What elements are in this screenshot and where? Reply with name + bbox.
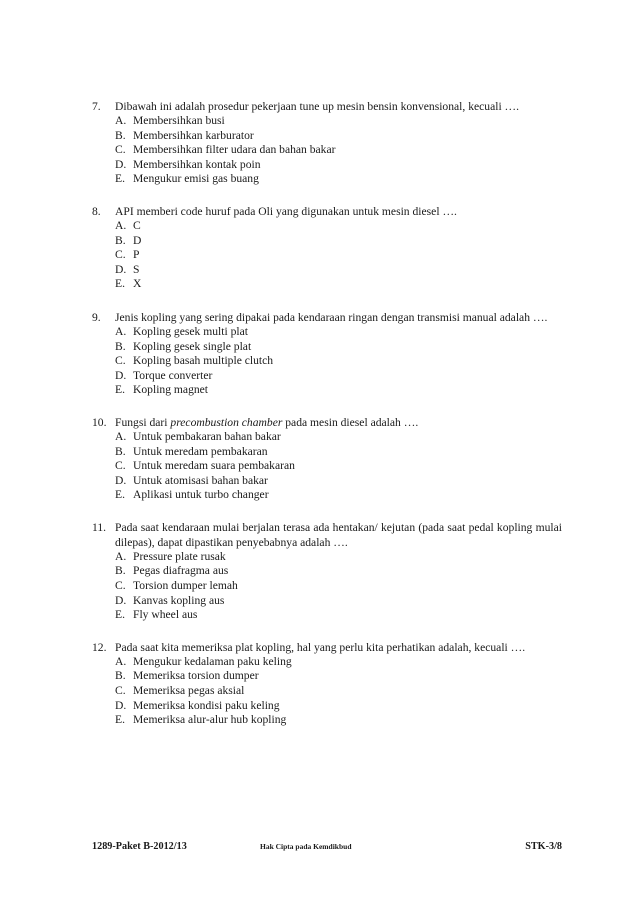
question-text: Dibawah ini adalah prosedur pekerjaan tune up mesin bensin konvensional, kecuali …. — [115, 100, 520, 113]
question-8 — [92, 204, 562, 292]
option-text: Torque converter — [133, 368, 213, 382]
option-text: Untuk meredam suara pembakaran — [133, 459, 295, 473]
option-list — [92, 219, 562, 292]
option-letter: E. — [115, 277, 125, 291]
question-number: 10. — [92, 415, 107, 429]
option-letter: E. — [115, 713, 125, 727]
option-letter: D. — [115, 368, 127, 382]
option-b — [92, 669, 562, 684]
option-b — [92, 129, 562, 144]
option-letter: E. — [115, 488, 125, 502]
option-c — [92, 579, 562, 594]
option-text: Membersihkan karburator — [133, 128, 254, 142]
question-number: 11. — [92, 520, 107, 534]
option-d — [92, 594, 562, 609]
option-text: Torsion dumper lemah — [133, 579, 238, 593]
option-letter: C. — [115, 579, 126, 593]
option-letter: B. — [115, 669, 126, 683]
option-text: Fly wheel aus — [133, 608, 198, 622]
option-text: Memeriksa torsion dumper — [133, 669, 259, 683]
question-stem — [92, 520, 562, 550]
option-text: Membersihkan kontak poin — [133, 157, 261, 171]
option-c — [92, 354, 562, 369]
option-letter: C. — [115, 143, 126, 157]
option-c — [92, 684, 562, 699]
option-letter: B. — [115, 564, 126, 578]
option-text: Kopling gesek multi plat — [133, 324, 248, 338]
question-11 — [92, 520, 562, 623]
option-c — [92, 459, 562, 474]
option-text: Kopling magnet — [133, 383, 209, 397]
option-b — [92, 234, 562, 249]
option-b — [92, 340, 562, 355]
option-letter: C. — [115, 248, 126, 262]
option-text: Membersihkan filter udara dan bahan bakar — [133, 143, 336, 157]
question-10 — [92, 415, 562, 503]
question-stem — [92, 415, 562, 430]
option-text: Pegas diafragma aus — [133, 564, 229, 578]
option-e — [92, 383, 562, 398]
option-text: S — [133, 262, 140, 276]
option-letter: E. — [115, 383, 125, 397]
page-footer — [92, 841, 562, 855]
option-text: X — [133, 277, 142, 291]
option-a — [92, 430, 562, 445]
question-stem — [92, 99, 562, 114]
option-letter: A. — [115, 218, 127, 232]
option-text: Kopling basah multiple clutch — [133, 354, 274, 368]
option-d — [92, 369, 562, 384]
question-number: 9. — [92, 310, 101, 324]
option-a — [92, 114, 562, 129]
option-d — [92, 263, 562, 278]
option-a — [92, 219, 562, 234]
question-text-lead: Fungsi dari — [115, 415, 171, 429]
option-d — [92, 699, 562, 714]
footer-document-code: 1289-Paket B-2012/13 — [92, 841, 187, 852]
option-letter: E. — [115, 172, 125, 186]
option-letter: B. — [115, 444, 126, 458]
option-letter: A. — [115, 324, 127, 338]
option-text: Untuk pembakaran bahan bakar — [133, 429, 281, 443]
option-letter: D. — [115, 473, 127, 487]
option-text: Untuk meredam pembakaran — [133, 444, 268, 458]
question-text — [115, 415, 562, 430]
option-list — [92, 430, 562, 503]
option-text: Kopling gesek single plat — [133, 339, 252, 353]
option-e — [92, 713, 562, 728]
question-number: 12. — [92, 640, 107, 654]
option-text: P — [133, 248, 140, 262]
option-letter: B. — [115, 339, 126, 353]
option-c — [92, 143, 562, 158]
option-text: Mengukur emisi gas buang — [133, 172, 259, 186]
option-text: Aplikasi untuk turbo changer — [133, 488, 269, 502]
option-letter: C. — [115, 684, 126, 698]
option-text: Membersihkan busi — [133, 114, 225, 127]
question-text-tail: pada mesin diesel adalah …. — [282, 415, 419, 429]
option-text: D — [133, 233, 142, 247]
option-letter: D. — [115, 593, 127, 607]
option-text: Untuk atomisasi bahan bakar — [133, 473, 268, 487]
option-b — [92, 564, 562, 579]
option-letter: C. — [115, 459, 126, 473]
option-a — [92, 550, 562, 565]
option-letter: A. — [115, 654, 127, 668]
question-text: Jenis kopling yang sering dipakai pada kendaraan ringan dengan transmisi manual adalah …. — [115, 310, 548, 324]
question-stem — [92, 310, 562, 325]
option-letter: C. — [115, 354, 126, 368]
option-text: Memeriksa alur-alur hub kopling — [133, 713, 287, 727]
option-d — [92, 474, 562, 489]
option-letter: E. — [115, 608, 125, 622]
question-7 — [92, 99, 562, 187]
option-letter: B. — [115, 128, 126, 142]
option-text: Mengukur kedalaman paku keling — [133, 654, 292, 668]
option-list — [92, 655, 562, 728]
option-letter: A. — [115, 549, 127, 563]
option-text: C — [133, 218, 141, 232]
option-list — [92, 114, 562, 187]
option-d — [92, 158, 562, 173]
option-b — [92, 445, 562, 460]
question-text: Pada saat kendaraan mulai berjalan terasa ada hentakan/ kejutan (pada saat pedal kopling mulai dilepas), dapat dipastikan penyebabnya adalah …. — [115, 520, 562, 549]
option-e — [92, 277, 562, 292]
footer-copyright: Hak Cipta pada Kemdikbud — [260, 842, 352, 851]
question-text: Pada saat kita memeriksa plat kopling, hal yang perlu kita perhatikan adalah, kecuali …. — [115, 640, 526, 654]
question-text-term: precombustion chamber — [170, 415, 283, 429]
option-list — [92, 550, 562, 623]
option-text: Memeriksa kondisi paku keling — [133, 698, 280, 712]
question-stem — [92, 640, 562, 655]
question-list — [92, 99, 562, 728]
option-letter: A. — [115, 429, 127, 443]
option-e — [92, 172, 562, 187]
question-number: 8. — [92, 204, 101, 218]
option-c — [92, 248, 562, 263]
option-letter: A. — [115, 114, 127, 127]
option-letter: D. — [115, 157, 127, 171]
option-list — [92, 325, 562, 398]
question-number: 7. — [92, 100, 101, 113]
option-text: Memeriksa pegas aksial — [133, 684, 245, 698]
footer-page-number: STK-3/8 — [525, 841, 562, 852]
option-a — [92, 655, 562, 670]
option-e — [92, 488, 562, 503]
option-letter: D. — [115, 262, 127, 276]
question-12 — [92, 640, 562, 728]
option-e — [92, 608, 562, 623]
question-stem — [92, 204, 562, 219]
question-text: API memberi code huruf pada Oli yang digunakan untuk mesin diesel …. — [115, 204, 457, 218]
option-text: Kanvas kopling aus — [133, 593, 225, 607]
option-letter: B. — [115, 233, 126, 247]
option-text: Pressure plate rusak — [133, 549, 226, 563]
question-9 — [92, 310, 562, 398]
option-letter: D. — [115, 698, 127, 712]
option-a — [92, 325, 562, 340]
